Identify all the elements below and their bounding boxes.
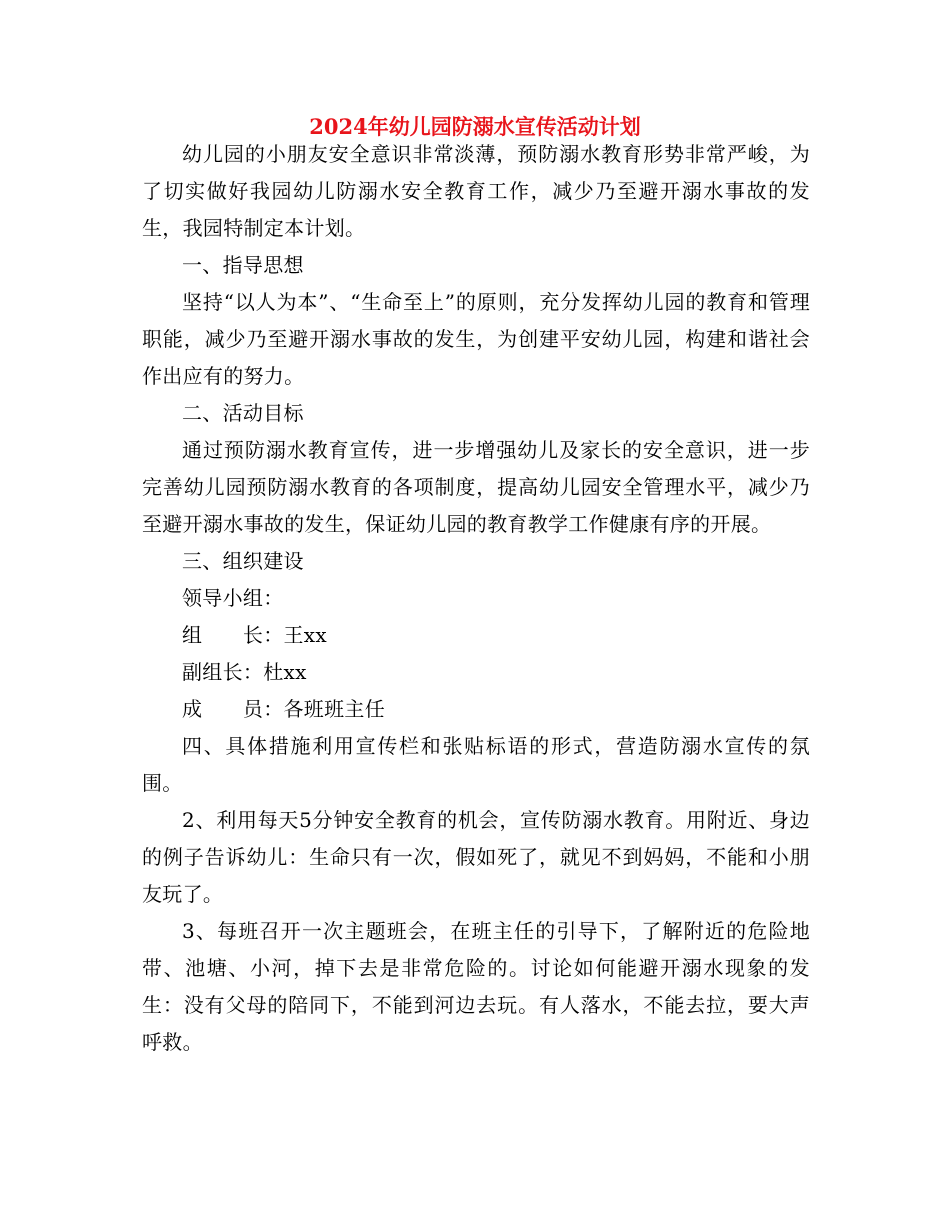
paragraph-activity-goals: 通过预防溺水教育宣传，进一步增强幼儿及家长的安全意识，进一步完善幼儿园预防溺水教育的各项制度，提高幼儿园安全管理水平，减少乃至避开溺水事故的发生，保证幼儿园的教育教学工作健康有序的开展。 <box>142 438 810 536</box>
paragraph-guiding-ideology: 坚持“以人为本”、“生命至上”的原则，充分发挥幼儿园的教育和管理职能，减少乃至避开溺水事故的发生，为创建平安幼儿园，构建和谐社会作出应有的努力。 <box>142 290 810 388</box>
paragraph-measures-2: 2、利用每天5分钟安全教育的机会，宣传防溺水教育。用附近、身边的例子告诉幼儿：生命只有一次，假如死了，就见不到妈妈，不能和小朋友玩了。 <box>142 808 810 906</box>
heading-activity-goals: 二、活动目标 <box>182 401 304 425</box>
group-leader-line: 组 长：王xx <box>182 623 327 647</box>
members-line: 成 员：各班班主任 <box>182 697 385 721</box>
leadership-group-label: 领导小组： <box>182 586 284 610</box>
heading-guiding-ideology: 一、指导思想 <box>182 253 304 277</box>
paragraph-intro: 幼儿园的小朋友安全意识非常淡薄，预防溺水教育形势非常严峻，为了切实做好我园幼儿防溺水安全教育工作，减少乃至避开溺水事故的发生，我园特制定本计划。 <box>142 142 810 240</box>
document-title: 2024年幼儿园防溺水宣传活动计划 <box>309 114 641 139</box>
paragraph-measures-3: 3、每班召开一次主题班会，在班主任的引导下，了解附近的危险地带、池塘、小河，掉下去是非常危险的。讨论如何能避开溺水现象的发生：没有父母的陪同下，不能到河边去玩。有人落水，不能去拉，要大声呼救。 <box>142 919 810 1054</box>
deputy-leader-line: 副组长：杜xx <box>182 660 307 684</box>
heading-organization: 三、组织建设 <box>182 549 304 573</box>
document-body <box>142 136 810 1061</box>
paragraph-measures-1: 四、具体措施利用宣传栏和张贴标语的形式，营造防溺水宣传的氛围。 <box>142 734 810 795</box>
